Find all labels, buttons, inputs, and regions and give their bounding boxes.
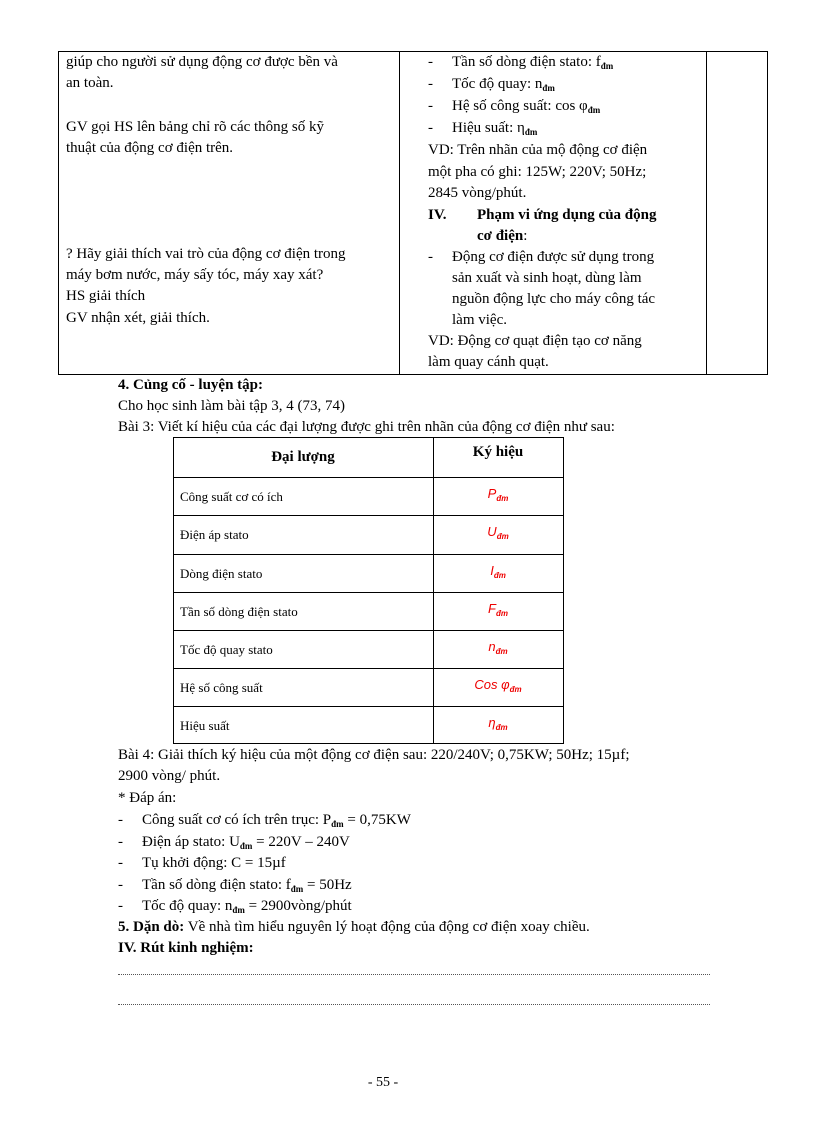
- quantity-name: Dòng điện stato: [180, 566, 263, 581]
- list-dash: -: [428, 249, 433, 265]
- section-title-text: cơ điện: [477, 228, 524, 244]
- activity-text-line: ? Hãy giải thích vai trò của động cơ điện trong: [66, 246, 346, 262]
- activity-text-line: giúp cho người sử dụng động cơ được bền và: [66, 54, 338, 70]
- table-col-line: [563, 437, 564, 744]
- symbol-value: [433, 677, 563, 694]
- table-row-line: [173, 668, 564, 669]
- section-iv-title: IV. Rút kinh nghiệm:: [118, 940, 254, 956]
- table-row-line: [173, 592, 564, 593]
- example-text: một pha có ghi: 125W; 220V; 50Hz;: [428, 164, 647, 180]
- symbol: Cos φ: [474, 677, 510, 692]
- subscript: đm: [493, 571, 506, 580]
- example-text: VD: Trên nhãn của mộ động cơ điện: [428, 142, 648, 158]
- activity-text-line: HS giải thích: [66, 288, 146, 304]
- table-row-line: [173, 706, 564, 707]
- subscript: đm: [290, 883, 304, 894]
- symbol: U: [487, 524, 497, 539]
- header-symbol: Ký hiệu: [472, 444, 524, 460]
- exercise-4-line1: Bài 4: Giải thích ký hiệu của một động cơ điện sau: 220/240V; 0,75KW; 50Hz; 15µf;: [118, 747, 630, 763]
- quantity-name: Hệ số công suất: [180, 680, 263, 695]
- activity-text-line: máy bơm nước, máy sấy tóc, máy xay xát?: [66, 267, 324, 283]
- subscript: đm: [524, 127, 538, 137]
- parameter-text: Hiệu suất: η: [452, 120, 525, 136]
- symbol: F: [488, 601, 496, 616]
- subscript: đm: [587, 105, 601, 115]
- quantity-name: Hiệu suất: [180, 718, 230, 733]
- table-row-line: [173, 515, 564, 516]
- table-row-line: [173, 477, 564, 478]
- table-row-line: [173, 554, 564, 555]
- table-col-line: [173, 437, 174, 744]
- usage-text: làm việc.: [452, 312, 507, 328]
- activity-text-line: an toàn.: [66, 75, 114, 91]
- section-title-cont: [477, 226, 527, 247]
- subscript: đm: [496, 494, 509, 503]
- activity-text-line: GV gọi HS lên bảng chỉ rõ các thông số kỹ: [66, 119, 325, 135]
- quantity-name: Điện áp stato: [180, 527, 249, 542]
- table-border-left: [58, 51, 59, 375]
- answer-text: Điện áp stato: U: [142, 833, 240, 850]
- table-border-right: [767, 51, 768, 375]
- table-row-line: [173, 437, 564, 438]
- list-dash: -: [118, 812, 123, 828]
- section-number: IV.: [428, 207, 447, 223]
- parameter-text: Tốc độ quay: n: [452, 76, 543, 92]
- header-quantity: Đại lượng: [271, 449, 335, 465]
- symbol-value: [433, 601, 563, 618]
- exercise-4-line2: 2900 vòng/ phút.: [118, 768, 221, 784]
- parameter-text: Tần số dòng điện stato: f: [452, 54, 601, 70]
- subscript: đm: [239, 840, 253, 851]
- exercise-3: Bài 3: Viết kí hiệu của các đại lượng được ghi trên nhãn của động cơ điện như sau:: [118, 419, 615, 435]
- symbol-value: [433, 563, 563, 580]
- subscript: đm: [600, 61, 614, 71]
- answer-label: * Đáp án:: [118, 790, 177, 806]
- answer-text: Tần số dòng điện stato: f: [142, 876, 291, 893]
- list-dash: -: [428, 54, 433, 70]
- list-dash: -: [428, 120, 433, 136]
- dotted-line: [118, 1004, 710, 1005]
- list-dash: -: [428, 98, 433, 114]
- example-text: làm quay cánh quạt.: [428, 354, 549, 370]
- symbol-value: [433, 715, 563, 732]
- symbol: P: [487, 486, 497, 501]
- symbol-value: [433, 639, 563, 656]
- answer-value: = 0,75KW: [343, 812, 411, 828]
- section-5-text: Về nhà tìm hiểu nguyên lý hoạt động của động cơ điện xoay chiều.: [184, 919, 590, 935]
- activity-text-line: thuật của động cơ điện trên.: [66, 140, 234, 156]
- subscript: đm: [509, 685, 522, 694]
- subscript: đm: [495, 609, 508, 618]
- subscript: đm: [542, 83, 555, 93]
- symbol-value: [433, 486, 563, 503]
- answer-text: Tụ khởi động: C = 15µf: [142, 855, 286, 871]
- answer-value: = 220V – 240V: [252, 833, 350, 850]
- answer-text: Công suất cơ có ích trên trục: P: [142, 812, 332, 828]
- symbol: I: [490, 563, 494, 578]
- list-dash: -: [118, 876, 123, 893]
- answer-value: = 50Hz: [303, 876, 352, 893]
- table-row-line: [173, 743, 564, 744]
- subscript: đm: [232, 905, 245, 915]
- activity-text-line: GV nhận xét, giải thích.: [66, 310, 210, 326]
- table-col-line: [433, 437, 434, 744]
- parameter-text: Hệ số công suất: cos φ: [452, 98, 588, 114]
- list-dash: -: [118, 855, 123, 871]
- example-text: 2845 vòng/phút.: [428, 185, 527, 201]
- subscript: đm: [496, 532, 509, 541]
- list-dash: -: [118, 833, 123, 850]
- usage-text: nguồn động lực cho máy công tác: [452, 291, 656, 307]
- subscript: đm: [495, 647, 508, 656]
- answer-value: = 2900vòng/phút: [244, 898, 352, 914]
- section-title: Phạm vi ứng dụng của động: [477, 207, 657, 223]
- table-col-divider: [399, 51, 400, 375]
- example-text: VD: Động cơ quạt điện tạo cơ năng: [428, 333, 642, 349]
- usage-text: Động cơ điện được sử dụng trong: [452, 249, 655, 265]
- dotted-line: [118, 974, 710, 975]
- subscript: đm: [495, 723, 508, 732]
- subscript: đm: [331, 819, 344, 829]
- colon: :: [523, 228, 528, 244]
- quantity-name: Công suất cơ có ích: [180, 489, 283, 504]
- list-dash: -: [428, 76, 433, 92]
- symbol: n: [488, 639, 496, 654]
- symbol-value: [433, 524, 563, 541]
- list-dash: -: [118, 898, 123, 914]
- quantity-name: Tần số dòng điện stato: [180, 604, 298, 619]
- symbol: η: [488, 715, 496, 730]
- table-row-line: [173, 630, 564, 631]
- section-4-title: 4. Củng cố - luyện tập:: [118, 377, 264, 393]
- section-5-label: 5. Dặn dò:: [118, 919, 185, 935]
- exercise-instruction: Cho học sinh làm bài tập 3, 4 (73, 74): [118, 398, 346, 414]
- usage-text: sản xuất và sinh hoạt, dùng làm: [452, 270, 642, 286]
- answer-text: Tốc độ quay: n: [142, 898, 233, 914]
- quantity-name: Tốc độ quay stato: [180, 642, 273, 657]
- section-5: [118, 917, 590, 938]
- page-number: - 55 -: [367, 1075, 399, 1090]
- table-col-divider: [706, 51, 707, 375]
